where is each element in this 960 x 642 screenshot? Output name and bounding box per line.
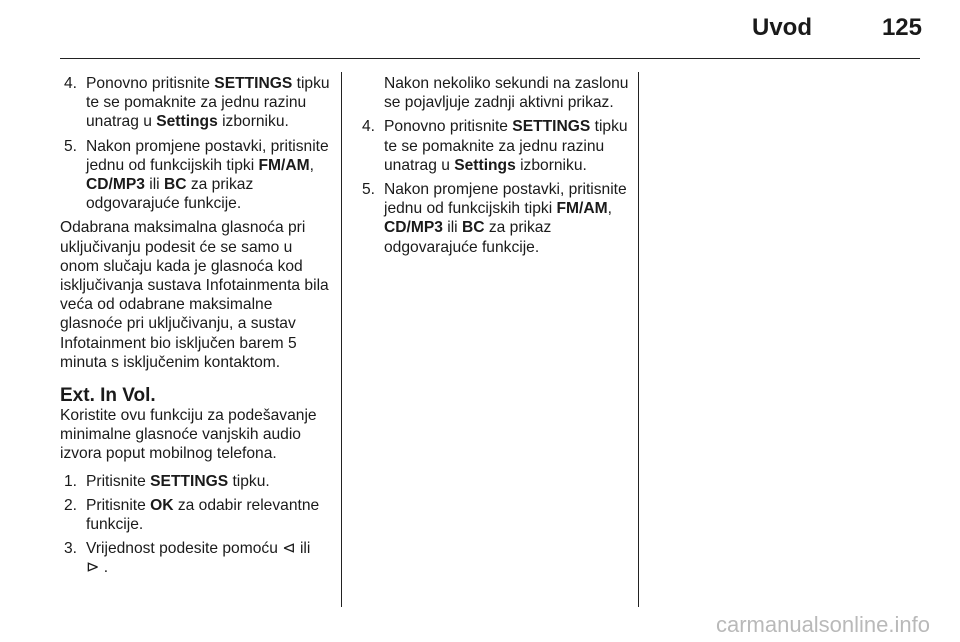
step-text: za odabir relevantne funkcije. [86,496,320,534]
list-item [60,74,332,132]
step-text: za prikaz odgovarajuće funkcije. [86,176,254,213]
menu-name: Settings [454,156,516,174]
list-item [60,496,332,534]
watermark: carmanualsonline.info [715,612,930,637]
section-title: Uvod [752,14,812,41]
body-paragraph: Odabrana maksimalna glasnoća pri uključivanju podesit će se samo u onom slučaju kada je glasnoća kod isključivanja sustava Infotainmenta bila veća od odabrane maksimalne glasnoće pri uključivanju, a sustav Infotainment bio isključen barem 5 minuta s isključenim kontaktom. [60,219,329,371]
menu-name: Settings [156,113,218,131]
step-text: za prikaz odgovarajuće funkcije. [384,219,552,256]
step-text: Nakon promjene postavki, pritisnite jednu od funkcijskih tipki [86,137,329,174]
list-item [358,180,630,257]
step-text: tipku te se pomaknite za jednu razinu unatrag u [86,75,330,131]
step-text: Nakon promjene postavki, pritisnite jednu od funkcijskih tipki [384,181,627,218]
button-name: OK [150,496,174,514]
step-number: 3. [64,540,78,558]
button-name: SETTINGS [150,472,229,490]
step-text: Vrijednost podesite pomoću [86,540,283,558]
step-number: 4. [362,118,376,136]
step-text: ili [295,540,311,558]
list-item [60,137,332,214]
header-divider [60,58,920,59]
step-text: ili [144,176,164,194]
button-name: CD/MP3 [86,176,145,194]
list-item [60,472,332,491]
step-number: 5. [64,137,78,155]
arrow-left-icon: ⊲ [282,540,296,558]
step-text: , [607,200,612,218]
step-text: tipku. [228,472,270,490]
button-name: SETTINGS [512,118,591,136]
step-text: Ponovno pritisnite [86,75,215,92]
arrow-right-icon: ⊳ [86,559,100,577]
step-text: , [309,156,314,174]
step-number: 2. [64,496,78,514]
section-heading: Ext. In Vol. [60,385,156,407]
continued-text: Nakon nekoliko sekundi na zaslonu se pojavljuje zadnji aktivni prikaz. [384,75,629,112]
button-name: CD/MP3 [384,219,443,237]
step-text: Pritisnite [86,472,151,490]
button-name: SETTINGS [214,75,293,92]
step-text: ili [442,219,462,237]
step-text: izborniku. [217,113,289,131]
button-name: BC [461,219,485,237]
column-divider-right [638,72,639,607]
step-text: Ponovno pritisnite [384,118,513,136]
left-column [60,74,332,583]
step-text: izborniku. [515,156,587,174]
step-number: 1. [64,472,78,490]
page-number: 125 [881,14,922,41]
middle-column [358,74,630,262]
list-item [358,117,630,175]
step-text: Pritisnite [86,496,151,514]
button-name: BC [163,176,187,194]
button-name: FM/AM [258,156,310,174]
intro-paragraph: Koristite ovu funkciju za podešavanje minimalne glasnoće vanjskih audio izvora poput mobilnog telefona. [60,407,317,463]
step-text: . [99,559,109,577]
step-number: 4. [64,75,78,92]
step-number: 5. [362,181,376,199]
step-text: tipku te se pomaknite za jednu razinu unatrag u [384,118,628,174]
list-item [60,539,332,577]
button-name: FM/AM [556,200,608,218]
column-divider-left [341,72,342,607]
